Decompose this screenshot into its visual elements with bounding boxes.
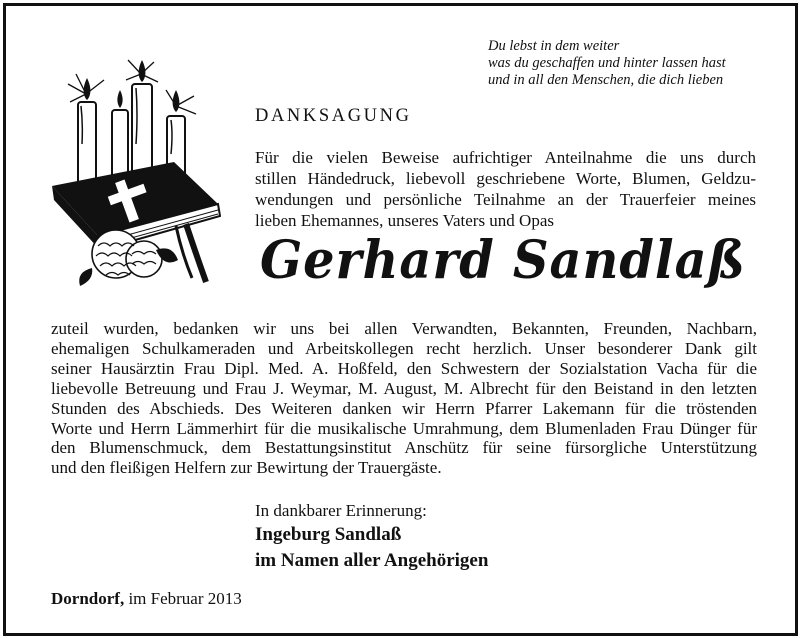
body-line: liebevolle Betreuung und Frau J. Weymar, M. August, M. Albrecht für den Beistand in den letzten (51, 378, 757, 398)
motto-line: Du lebst in dem weiter (488, 38, 620, 54)
signer-name: Ingeburg Sandlaß (255, 524, 402, 545)
obituary-notice (3, 3, 798, 636)
date: im Februar 2013 (128, 589, 242, 608)
body-paragraph (51, 319, 757, 478)
candles-bible-flowers-illustration (46, 54, 221, 289)
body-line: seiner Hausärztin Frau Dipl. Med. A. Hoßfeld, den Schwestern der Sozialstation Vacha für die (51, 358, 757, 378)
intro-paragraph (255, 147, 756, 231)
intro-line: lieben Ehemannes, unseres Vaters und Opas (255, 211, 554, 230)
motto-line: und in all den Menschen, die dich lieben (488, 72, 724, 88)
motto-line: was du geschaffen und hinter lassen hast (488, 55, 726, 71)
heading-danksagung: DANKSAGUNG (255, 106, 412, 126)
place: Dorndorf, (51, 589, 125, 608)
body-line: den Blumenschmuck, dem Bestattungsinstitut Anschütz für seine fürsorgliche Unterstützung (51, 438, 757, 458)
signer-subline: im Namen aller Angehörigen (255, 550, 489, 571)
body-line: Worte und Herrn Lämmerhirt für die musikalische Umrahmung, dem Blumenladen Frau Dünger für (51, 418, 757, 438)
intro-line: stillen Händedruck, liebevoll geschriebene Worte, Blumen, Geldzu- (255, 169, 756, 188)
intro-line: wendungen und persönliche Teilnahme an der Trauerfeier meines (255, 190, 756, 209)
deceased-name: Gerhard Sandlaß (260, 230, 747, 291)
body-line: und den fleißigen Helfern zur Bewirtung der Trauergäste. (51, 458, 442, 478)
body-line: Stunden des Abschieds. Des Weiteren danken wir Herrn Pfarrer Lakemann für die tröstenden (51, 398, 757, 418)
place-date-line (51, 589, 242, 609)
body-line: zuteil wurden, bedanken wir uns bei allen Verwandten, Bekannten, Freunden, Nachbarn, (51, 319, 757, 338)
memory-line: In dankbarer Erinnerung: (255, 501, 427, 520)
body-line: ehemaligen Schulkameraden und Arbeitskollegen recht herzlich. Unser besonderer Dank gilt (51, 338, 757, 358)
motto-verse (488, 38, 778, 89)
intro-line: Für die vielen Beweise aufrichtiger Anteilnahme die uns durch (255, 148, 756, 167)
